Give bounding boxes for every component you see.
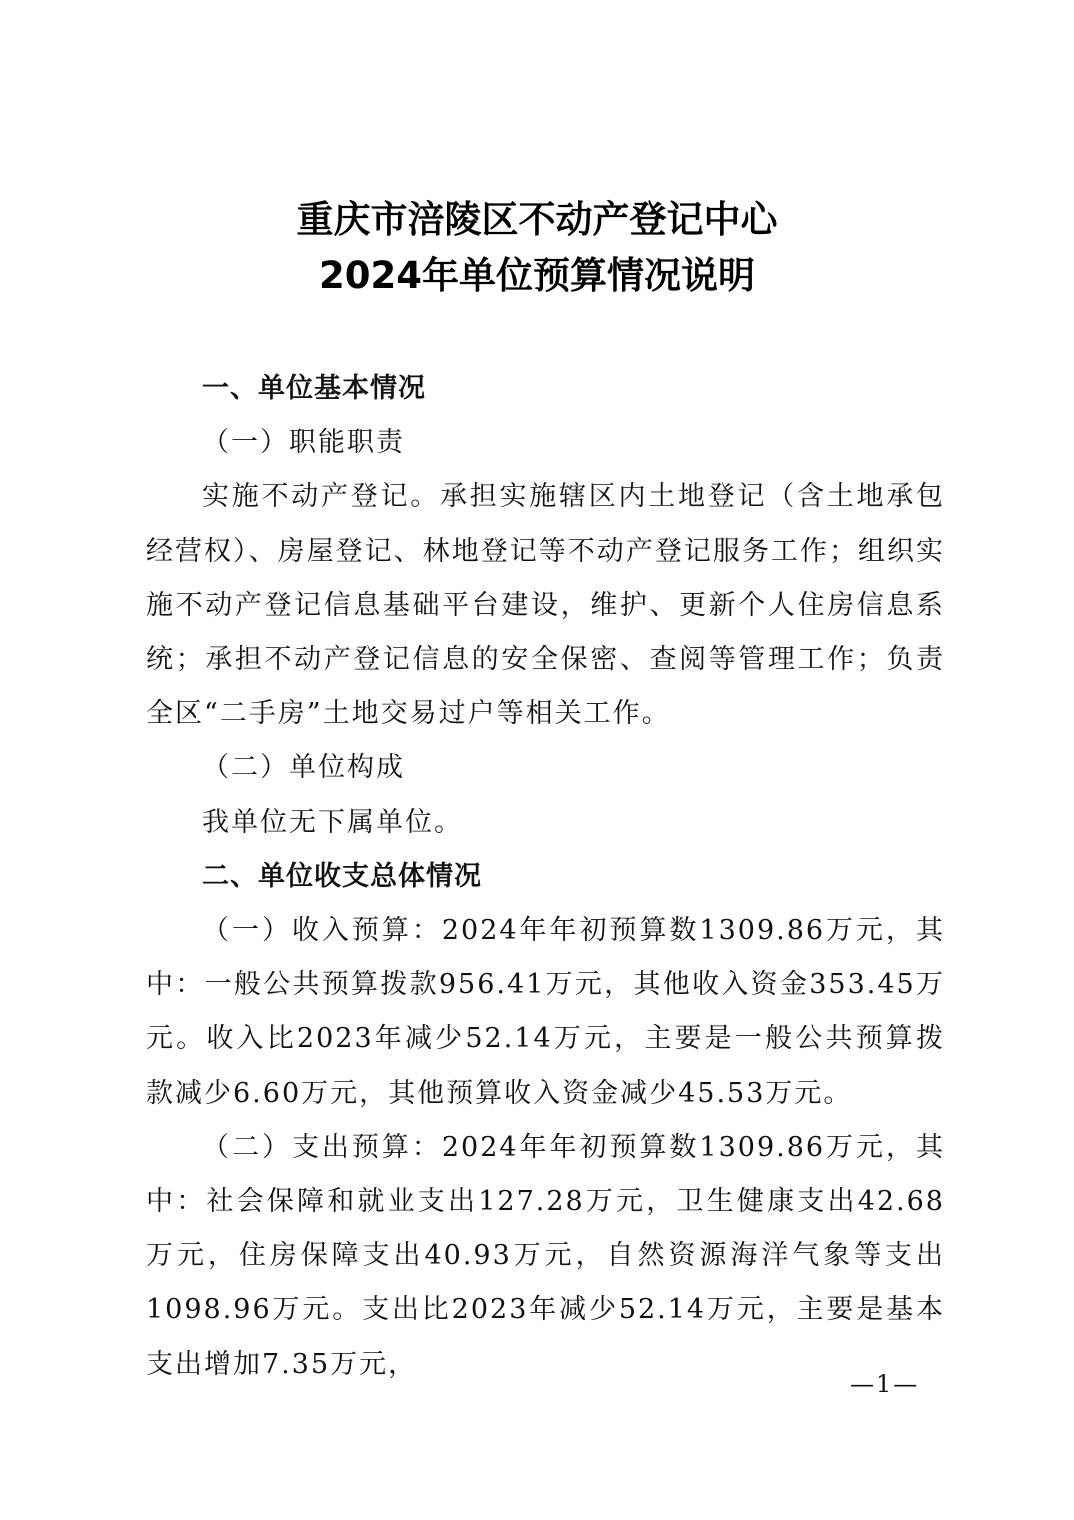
document-body: [146, 362, 945, 1392]
section-heading-basic-info: 一、单位基本情况: [202, 373, 426, 404]
document-title-line2: 2024年单位预算情况说明: [319, 254, 755, 297]
paragraph-expense-budget: （二）支出预算：2024年年初预算数1309.86万元，其中：社会保障和就业支出127.28万元，卫生健康支出42.68万元，住房保障支出40.93万元，自然资源海洋气象等支出1098.96万元。支出比2023年减少52.14万元，主要是基本支出增加7.35万元，: [146, 1131, 945, 1380]
document-title-line1: 重庆市涪陵区不动产登记中心: [296, 198, 778, 241]
paragraph-duties: 实施不动产登记。承担实施辖区内土地登记（含土地承包经营权）、房屋登记、林地登记等不动产登记服务工作；组织实施不动产登记信息基础平台建设，维护、更新个人住房信息系统；承担不动产登记信息的安全保密、查阅等管理工作；负责全区“二手房”土地交易过户等相关工作。: [146, 481, 945, 730]
subsection-heading-duties: （一）职能职责: [202, 427, 405, 459]
section-heading-income-expense: 二、单位收支总体情况: [202, 860, 482, 892]
paragraph-income-budget: （一）收入预算：2024年年初预算数1309.86万元，其中：一般公共预算拨款956.41万元，其他收入资金353.45万元。收入比2023年减少52.14万元，主要是一般公共预算拨款减少6.60万元，其他预算收入资金减少45.53万元。: [146, 915, 945, 1109]
paragraph-composition: 我单位无下属单位。: [202, 806, 463, 838]
subsection-heading-composition: （二）单位构成: [202, 752, 405, 784]
page-number: —1—: [850, 1370, 920, 1398]
